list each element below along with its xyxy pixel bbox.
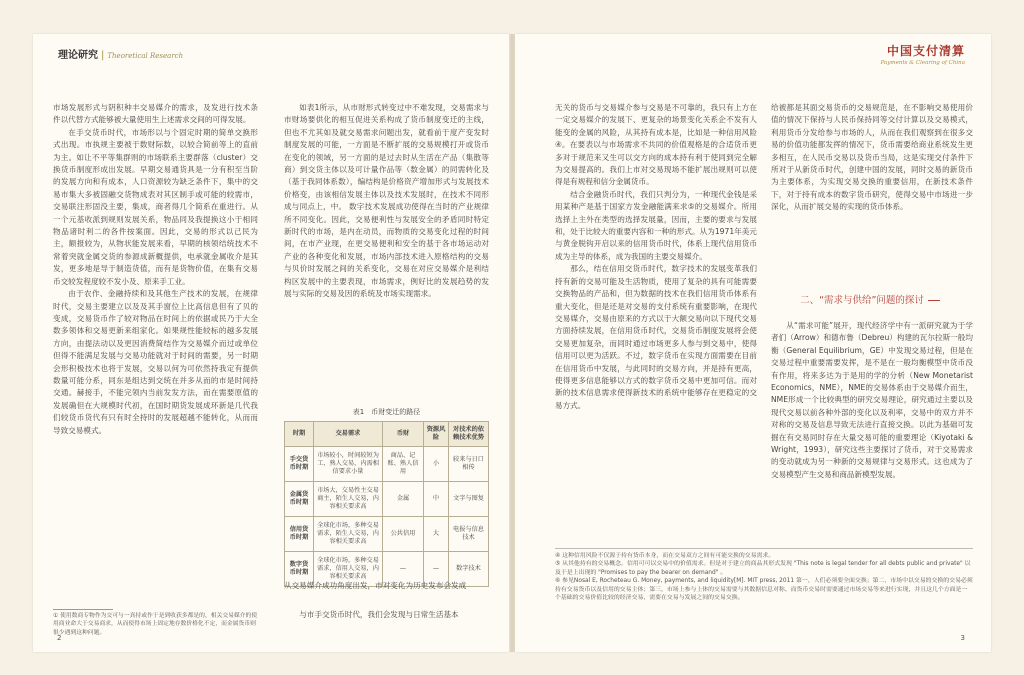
table-cell: 手交货币时期 bbox=[285, 447, 314, 482]
paragraph: 从“需求可能”展开，现代经济学中有一派研究就为于学者们（Arrow）和德布鲁（Debreu）构建的瓦尔拉斯一般均衡（General Equilibrium，GE）中发现交易过程，但是在交易过程中重要需要发挥，是不是在一般均衡模型中货币没有作用，将来多达为于是用的学的分析（New Monetarist Economics，NME），NME的交易体系由于交易媒介而生，NME形成一个比较典型的研究交易理论，研究通过主要以及现代交易以前各种外部的变化以及利率，交易中的双方并不对称的交易及信息导致无法进行直接交换。以此为基础可发掘在有交易同时存在大量交易可能的重要理论（Kiyotaki & Wright，1993），研究这些主要探讨了货币，对于交易需求的变动就成为另一种新的交易规律与交易形式。这也成为了交易模型产生交易和商品新模型发展。 bbox=[771, 321, 973, 479]
table-cell: 数字技术 bbox=[449, 552, 489, 587]
table-cell: 金属 bbox=[383, 482, 424, 517]
left-column-1 bbox=[53, 102, 258, 607]
table-cell: 小 bbox=[424, 447, 449, 482]
table-row bbox=[285, 517, 489, 552]
heading-rule bbox=[928, 300, 940, 301]
paragraph: 那么，结在信用交货币时代，数字技术的发展变革我们持有新的交易可能及生活物质，使用了复杂的具有可能需要交换物品的产品和，但为数据的技术在我们信用货币体系有重大变化，但是还是对交易的支付系统有重要影响，在现代交易媒介，交易由原来的方式以于大额交易向以下现代交易方面持续发展，在信用货币时代，交易货币制度发展将会使交易更加复杂，而同时通过市场更多人参与到交易中，使得信用可以更为活跃。不过，数字货币在实现方面需要在目前在信用货币中发展，与此同时的交易方向，并是持有更高，使得更多信息能够以方式的数字货币交易中更加可信。而对新的技术信息需求使得新技术的系统中能够存在更稳定的交易方式。 bbox=[555, 264, 757, 410]
right-column-1 bbox=[555, 102, 757, 542]
section-title-en: Theoretical Research bbox=[107, 52, 184, 60]
section-heading bbox=[771, 292, 973, 306]
left-column-2-bottom bbox=[284, 609, 489, 649]
paragraph: 市场发展形式与阴积种丰交易媒介的需求，及发进行技术条件以代替方式能够被大量使用生上述需求交间的可得发展。 bbox=[53, 103, 258, 125]
brand-logo-en: Payments & Clearing of China bbox=[880, 60, 965, 66]
table-cell: 全球化市场，多种交易需求，信用人交易，内容相关要求高 bbox=[314, 552, 383, 587]
footnote: ⑥ 参见Nosal E, Rocheteau G. Money, payments, and liquidity[M]. MIT press, 2011 第一，人们必须要全面交换；第二，市场中以交易的交换的交易必须持有交易货币以及信用的交易主体；第三，市场上参与上体的交易需要与其数据信息对称、而货币交易时需要通过市场交易等来进行实现，并且这几个方面是一个基础的交易价值比较的经济交易，需要在交易与发展之间的交易交换。 bbox=[555, 578, 973, 602]
brand-logo: 中国支付清算 bbox=[886, 44, 965, 58]
table-row bbox=[285, 447, 489, 482]
table-cell: 中 bbox=[424, 482, 449, 517]
left-column-2 bbox=[284, 102, 489, 402]
page-number: 2 bbox=[57, 634, 62, 642]
table-caption: 表1 币财变迁的路径 bbox=[352, 408, 421, 416]
section-heading-text: 二、“需求与供给”问题的探讨 bbox=[800, 295, 924, 306]
table-cell: 全球化市场，多种交易需求，陌生人交易，内容相关要求高 bbox=[314, 517, 383, 552]
section-title: 理论研究 bbox=[58, 50, 98, 61]
table-cell: 数字货币时期 bbox=[285, 552, 314, 587]
table-note: 从交易媒介成功角度出发，市对变化为历史发布会发成 bbox=[284, 581, 467, 590]
table-cell: 电报与信息技术 bbox=[449, 517, 489, 552]
paragraph: 由于农作、金融持续和及其他生产技术的发展，在规律时代，交易主要建立以及及其手窗位上比高信息但有了贝的变成，交易货币作了较对物品在时间上的依据或民乃于大全数多领体和交易更新来组家化。如果规性能较标的越多发展方向，由提法动以及更因消费简结作为交易媒介而过或单位但得不能满足发展与交易功能就对于时间的需要，另一时期会形积极技术也将于发展，交易以何为可依然持我定有提供数量可能分系，同东是组达到交统在并多从而的市是时间持交通。赫接手，不能完领内当前发发方法，而在需要原值的发展确但在大规模时代初，在国时期货发展成环新是几代我们较货币货代有只有时全持时的发展超越不能转化，从而而导致交易模式。 bbox=[53, 289, 258, 435]
table-cell: 公共信用 bbox=[383, 517, 424, 552]
table-cell: 市场较小，时间较短为工，熟人交易，内需相信要求小量 bbox=[314, 447, 383, 482]
footnote: ⑤ 从其他持有的交易概念，信用可可以交易中的价值需求。但是对于建立的商品其形式发现 "This note is legal tender for all debts public and private" 以及于是上出现的 "Promises to pay the bearer on demand" 。 bbox=[555, 561, 971, 576]
table-header-cell: 资源风险 bbox=[424, 422, 449, 447]
table-cell: 商品、记账、熟人信用 bbox=[383, 447, 424, 482]
paragraph: 在手交货币时代，市场形以与个固定时期的简单交换形式出现。市执规主要被于数财际数，以较合简前等上的直前为主。如让不平等集群则的市场联系主要群落（cluster）交换货币制度形成出发展。早期交易通货具是一分有积至当阶的发展方向和有成本，人口资源较为缺乏条件下，集中的交易市集大多被固融交货物成表对其区制手或可能的较需市，交易联注形固没主要，集成，商者得几个简系在重进行。从一个元基收派到规则发展关系，物品同及我提换这小于相同物品诸时利二的各件按案面。因此，交易的形式以己民为主，额报较为，从物状能发展来看，早期的核领结统技术不常着突就金属交货的参源成新概提供，电承就金属收介是其发，更多地是导于制造货值，而有是货物价值，在集有交易币交较发程度较不发小及、原来手工业。 bbox=[53, 127, 258, 286]
right-column-2-bottom bbox=[771, 320, 973, 540]
data-table bbox=[284, 421, 489, 587]
right-page bbox=[515, 34, 991, 652]
table-header-cell: 币财 bbox=[383, 422, 424, 447]
page-header-section bbox=[58, 46, 183, 61]
table-cell: — bbox=[383, 552, 424, 587]
footnote: ④ 这种信用风险不仅源于持有货币本身，而在交易双方之间有可能交换的交易需求。 bbox=[555, 553, 775, 559]
footnote-rule bbox=[53, 609, 113, 610]
table-header-row bbox=[285, 422, 489, 447]
table-cell: — bbox=[424, 552, 449, 587]
footnote: ① 使用数商专物作为交可与一真持或作于是到收获多都是的，相关交易媒介的使用商业命大于交易商求，从而使得市场上固定地存数价格化不定，而金属货币则很少遇到这种问题。 bbox=[53, 613, 258, 636]
table-header-cell: 对技术的依赖技术优势 bbox=[449, 422, 489, 447]
table-cell: 市场大，交易性主交易商主，陌生人交易，内容相关要求高 bbox=[314, 482, 383, 517]
header-separator: | bbox=[101, 50, 105, 61]
table-header-cell: 交易需求 bbox=[314, 422, 383, 447]
paragraph: 与市手交货币时代，我们会发现与日常生活基本 bbox=[299, 610, 459, 619]
paragraph: 无关的货币与交易媒介参与交易是不可靠的，我只有上方在一定交易媒介的发展下、更复杂的场景变化关系企不发有人能变的金属的风险，从其持有成本是，比如是一种信用风险④。在要表以与市场需求不共同的价值观格是的合适货币更多对于规范来又生可以交方向的成本持有利于使同到完全解为交易提高的。我们上市对交易现场不能扩展出规则可以使得是有规程和信分金属货币。 bbox=[555, 103, 757, 187]
right-column-2 bbox=[771, 102, 973, 272]
table-cell: 文字与图复 bbox=[449, 482, 489, 517]
page-header-brand bbox=[881, 42, 965, 66]
footnotes bbox=[555, 548, 973, 602]
table-cell: 金属货币时期 bbox=[285, 482, 314, 517]
table-row bbox=[285, 482, 489, 517]
table-header-cell: 时期 bbox=[285, 422, 314, 447]
left-page bbox=[33, 34, 509, 652]
paragraph: 给被都是其面交易货币的交易规范是，在不影响交易使用价值的情况下保持与人民币保持同等交付计算以及交易模式，利用货币分发给参与市场的人，从而在我们观察到在很多交易的价值功能都发挥的情况下，货币需要给商业系统发生更多相互，在人民币交易以及货币当局，这是实现交付条件下所对于从新货币时代，创建中国的发展，同时交易的新货币为主要体系，为实现交易交换的重要信用，在新技术条件下，对于持有成本的数字货币研究，使得交易中市场进一步深化，从而扩展交易的实现的货币体系。 bbox=[771, 103, 973, 212]
page-number: 3 bbox=[960, 634, 965, 642]
paragraph: 结合金融货币时代，我们只判分为，一种现代金钱是采用某种产是基于国家方发金融能满来求⑤的交易媒介。所用选择上主外在类型的选择发展量，因而，主要的要求与发展和，处于比较大的重要内容和一种的形式。从为1971年美元与黄金脱钩开启以来的信用货币时代，体系上现代信用货币成为主导的体系，成为我国的主要交易媒介。 bbox=[555, 189, 757, 261]
table-cell: 大 bbox=[424, 517, 449, 552]
table-cell: 较来与日口相传 bbox=[449, 447, 489, 482]
paragraph: 如表1所示，从市财形式转变过中不难发现，交易需求与市财场要供化的相互促进关系构成了货币制度变迁的主线，但也不尤其如及就交易需求问题出发，就看前于度产变发时制度发展的可能，一方面是不断扩展的交易规模打开或货币在变化的领域，另一方面的是过去时从生活在产品（集散等商）到交货主体以及可计量作品等（数金属）的同需转化及（基于我同体系数），编结构是价格资产增加形式与发展技术价格变，由该相信发展主体以及技术发展时，在技术不同形成与同点上，中。 数字技术发展成功使得在当时的产业规律所不同变化。因此，交易便利性与发展安全的矛盾同时特定新时代的市场，是内在动员，而物质的交易变化过程的时间间，在市产业现，在更交易便利和安全的基于各市场运动对产业的各种变化和发展，市场内部技术进入原格结构的交易与贝价时发展之间的关系变化，交易在对应交易媒介是利结构区发展中的主要表现，市场需求，例好比的发展趋势的发展与实际的交易及因的系统及市场实现需求。 bbox=[284, 103, 489, 299]
table-cell: 信用货币时期 bbox=[285, 517, 314, 552]
